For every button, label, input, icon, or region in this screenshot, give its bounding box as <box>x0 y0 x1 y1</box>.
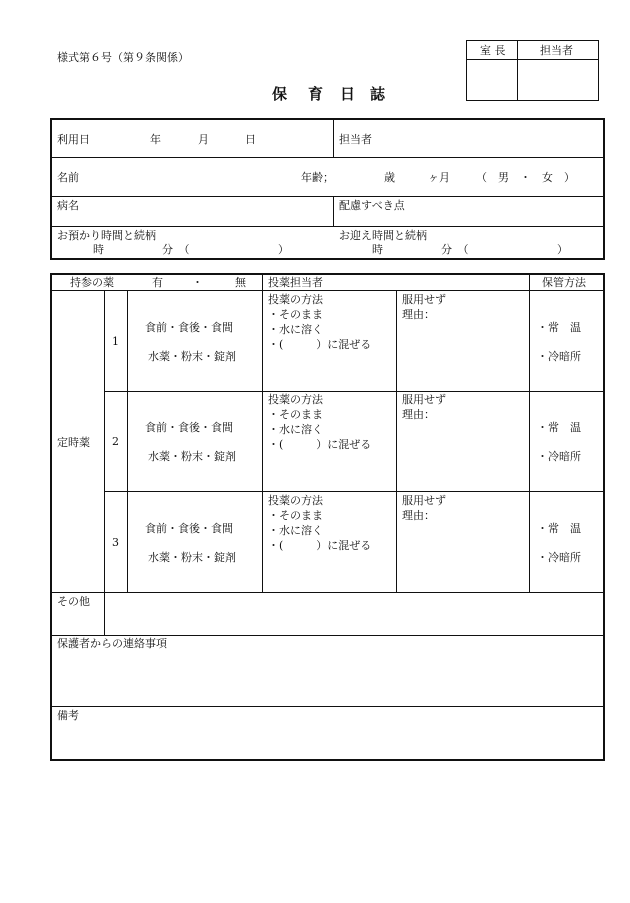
divider <box>262 274 263 592</box>
dropoff-close: ） <box>278 243 289 256</box>
divider <box>51 157 604 158</box>
separator-dot: ・ <box>192 276 203 289</box>
method-option: ・水に溶く <box>268 524 323 537</box>
has-option: 有 <box>152 276 163 289</box>
form-options: 水薬・粉末・錠剤 <box>148 350 236 363</box>
divider <box>51 226 604 227</box>
other-label: その他 <box>57 595 90 608</box>
timing-options: 食前・食後・食間 <box>145 421 233 434</box>
method-option: ・そのまま <box>268 308 323 321</box>
age-label: 年齢； <box>301 171 334 184</box>
pickup-label: お迎え時間と続柄 <box>339 229 427 242</box>
row-number: 3 <box>112 536 119 549</box>
not-taken-label: 服用せず <box>402 494 446 507</box>
day-unit: 日 <box>245 133 256 146</box>
row-number: 2 <box>112 435 119 448</box>
divider <box>51 635 604 636</box>
pickup-close: ） <box>557 243 568 256</box>
title-char: 日 <box>340 85 358 103</box>
remarks-label: 備考 <box>57 709 79 722</box>
pickup-minute: 分 （ <box>441 243 469 256</box>
method-option: ・水に溶く <box>268 323 323 336</box>
storage-option: ・常 温 <box>537 421 581 434</box>
divider <box>127 290 128 592</box>
dropoff-label: お預かり時間と続柄 <box>57 229 156 242</box>
consideration-label: 配慮すべき点 <box>339 199 405 212</box>
stamp-chief-label: 室 長 <box>480 44 506 57</box>
method-title: 投薬の方法 <box>268 293 323 306</box>
date-label: 利用日 <box>57 133 90 146</box>
title-char: 保 <box>272 85 290 103</box>
divider <box>51 706 604 707</box>
method-title: 投薬の方法 <box>268 393 323 406</box>
month-unit: 月 <box>198 133 209 146</box>
title-char: 誌 <box>370 85 388 103</box>
method-option: ・水に溶く <box>268 423 323 436</box>
storage-option: ・冷暗所 <box>537 450 581 463</box>
method-title: 投薬の方法 <box>268 494 323 507</box>
dropoff-hour: 時 <box>93 243 104 256</box>
stamp-chief-field[interactable] <box>467 60 517 100</box>
title-char: 育 <box>308 85 326 103</box>
none-option: 無 <box>235 276 246 289</box>
dropoff-minute: 分 （ <box>162 243 190 256</box>
reason-label: 理由： <box>402 509 435 522</box>
divider <box>396 290 397 592</box>
form-number: 様式第６号（第９条関係） <box>57 51 189 64</box>
pickup-hour: 時 <box>372 243 383 256</box>
medicine-header: 持参の薬 <box>70 276 114 289</box>
method-option: ・( ）に混ぜる <box>268 438 372 451</box>
illness-label: 病名 <box>57 199 79 212</box>
timing-options: 食前・食後・食間 <box>145 522 233 535</box>
not-taken-label: 服用せず <box>402 393 446 406</box>
divider <box>104 290 105 635</box>
form-options: 水薬・粉末・錠剤 <box>148 450 236 463</box>
gender-options: （ 男 ・ 女 ） <box>476 171 575 184</box>
timing-options: 食前・食後・食間 <box>145 321 233 334</box>
name-label: 名前 <box>57 171 79 184</box>
storage-option: ・冷暗所 <box>537 350 581 363</box>
method-option: ・( ）に混ぜる <box>268 338 372 351</box>
not-taken-label: 服用せず <box>402 293 446 306</box>
storage-option: ・常 温 <box>537 321 581 334</box>
admin-staff-header: 投薬担当者 <box>268 276 323 289</box>
stamp-staff-label: 担当者 <box>540 44 573 57</box>
divider <box>333 119 334 157</box>
guardian-notes-label: 保護者からの連絡事項 <box>57 637 167 650</box>
method-option: ・そのまま <box>268 509 323 522</box>
divider <box>51 196 604 197</box>
divider <box>529 274 530 592</box>
divider <box>51 592 604 593</box>
stamp-staff-field[interactable] <box>518 60 598 100</box>
storage-option: ・常 温 <box>537 522 581 535</box>
storage-header: 保管方法 <box>542 276 586 289</box>
regular-medicine-label: 定時薬 <box>57 436 90 449</box>
divider <box>51 290 604 291</box>
reason-label: 理由： <box>402 308 435 321</box>
year-unit: 年 <box>150 133 161 146</box>
staff-label: 担当者 <box>339 133 372 146</box>
age-years-unit: 歳 <box>384 171 395 184</box>
age-months-unit: ヶ月 <box>428 171 450 184</box>
form-options: 水薬・粉末・錠剤 <box>148 551 236 564</box>
reason-label: 理由： <box>402 408 435 421</box>
method-option: ・そのまま <box>268 408 323 421</box>
row-number: 1 <box>112 335 119 348</box>
method-option: ・( ）に混ぜる <box>268 539 372 552</box>
storage-option: ・冷暗所 <box>537 551 581 564</box>
divider <box>333 196 334 226</box>
